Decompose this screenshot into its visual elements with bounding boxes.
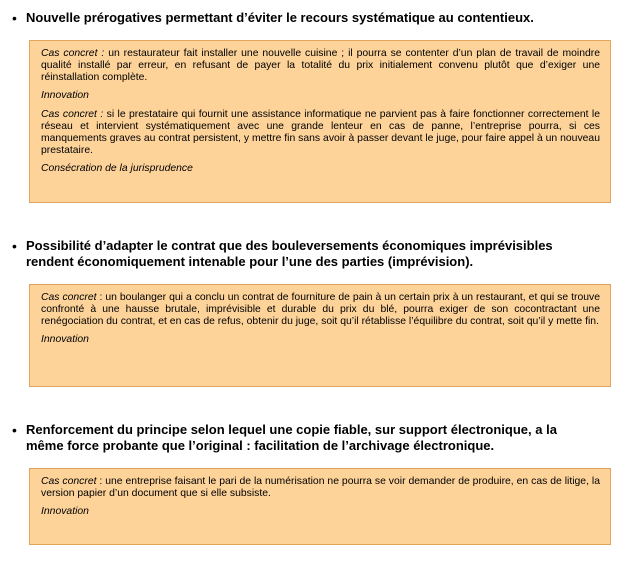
bullet-icon: • (12, 10, 17, 26)
section-1 (0, 10, 622, 26)
bullet-item-2 (0, 238, 622, 270)
example-box-3 (29, 468, 611, 545)
case-tag: Innovation (41, 90, 89, 101)
bullet-item-1 (0, 10, 622, 26)
case-label: Cas concret (41, 292, 97, 303)
example-box-2 (29, 284, 611, 387)
section-3 (0, 422, 622, 454)
case-paragraph (41, 48, 600, 84)
bullet-item-3 (0, 422, 622, 454)
case-label: Cas concret (41, 476, 97, 487)
case-paragraph (41, 292, 600, 328)
section-heading: Nouvelle prérogatives permettant d’éviter le recours systématique au contentieux. (26, 10, 534, 25)
section-heading: Renforcement du principe selon lequel une copie fiable, sur support électronique, a la même force probante que l’original : facilitation de l’archivage électronique. (26, 422, 557, 453)
case-label: Cas concret : (41, 109, 104, 120)
case-text: : un boulanger qui a conclu un contrat de fourniture de pain à un certain prix à un restaurant, et qui se trouve confronté à une hausse brutale, imprévisible et durable du prix du blé, pourra exiger de son cocontractant une renégociation du contrat, et en cas de refus, obtenir du juge, soit qu’il rétablisse l’équilibre du contrat, soit qu’il y mette fin. (41, 292, 600, 327)
case-text: un restaurateur fait installer une nouvelle cuisine ; il pourra se contenter d’un plan de travail de moindre qualité installé par erreur, en refusant de payer la totalité du prix initialement convenu plutôt que d’exiger une réinstallation complète. (41, 48, 600, 83)
case-paragraph (41, 109, 600, 157)
case-tag: Consécration de la jurisprudence (41, 163, 193, 174)
section-2 (0, 238, 622, 270)
example-box-1 (29, 40, 611, 203)
bullet-icon: • (12, 238, 17, 254)
section-heading: Possibilité d’adapter le contrat que des bouleversements économiques imprévisibles rendent économiquement intenable pour l’une des parties (imprévision). (26, 238, 553, 269)
case-tag: Innovation (41, 506, 89, 517)
case-text: si le prestataire qui fournit une assistance informatique ne parvient pas à faire fonctionner correctement le réseau et intervient systématiquement avec une grande lenteur en cas de panne, l’entreprise pourra, si ces manquements graves au contrat persistent, y mettre fin sans avoir à passer devant le juge, pour faire appel à un nouveau prestataire. (41, 109, 600, 156)
case-text: : une entreprise faisant le pari de la numérisation ne pourra se voir demander de produire, en cas de litige, la version papier d’un document que si elle subsiste. (41, 476, 600, 499)
bullet-icon: • (12, 422, 17, 438)
case-tag: Innovation (41, 334, 89, 345)
case-paragraph (41, 476, 600, 500)
case-label: Cas concret : (41, 48, 105, 59)
